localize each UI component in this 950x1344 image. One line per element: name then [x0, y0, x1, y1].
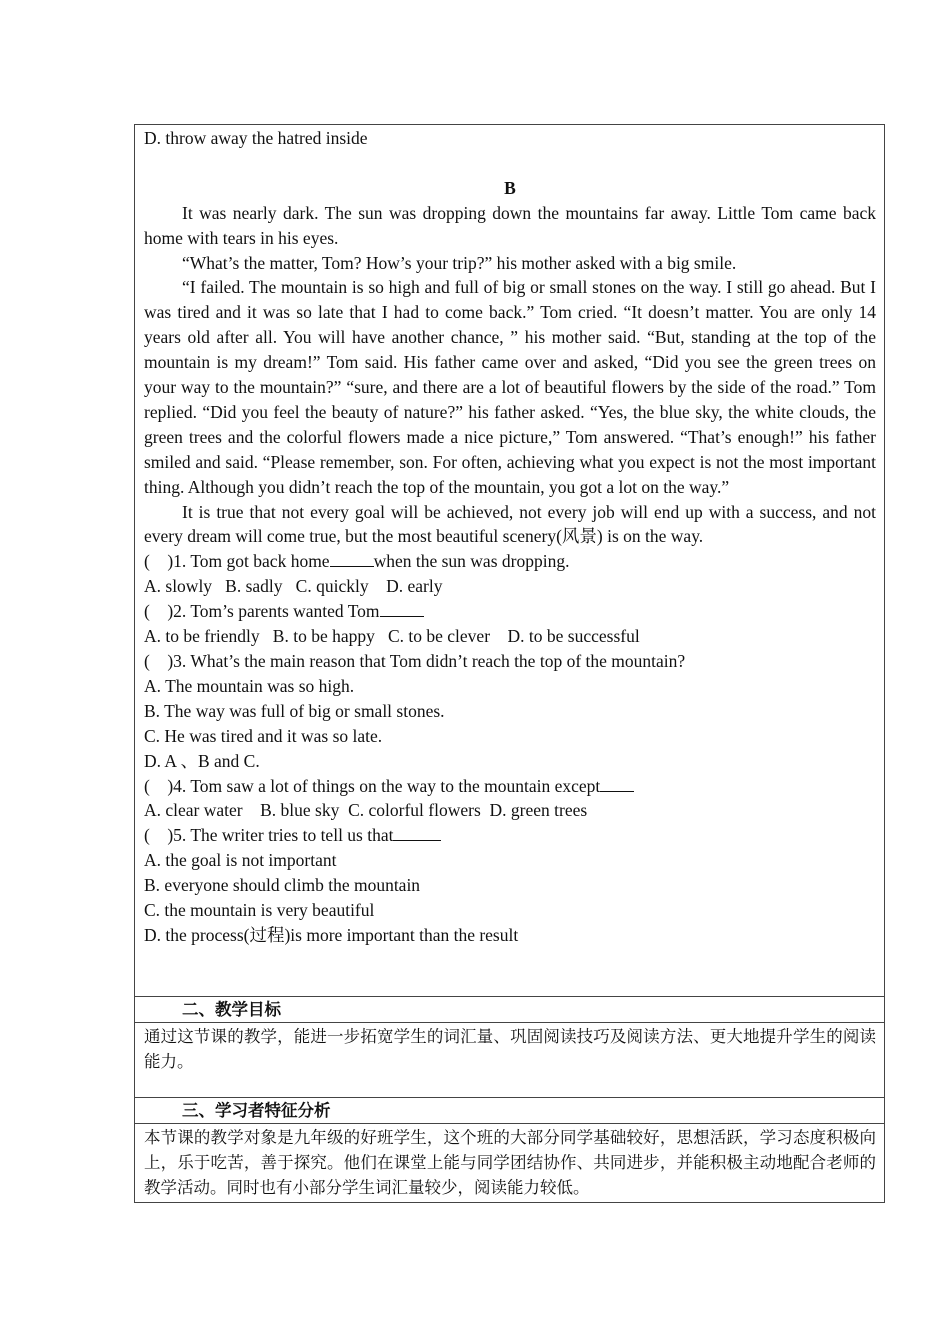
answer-blank	[393, 824, 441, 841]
question-text: ( )4. Tom saw a lot of things on the way to the mountain except	[144, 775, 601, 796]
passage-paragraph: It is true that not every goal will be achieved, not every job will end up with a success, and not every dream will come true, but the most beautiful scenery(风景) is on the way.	[144, 501, 876, 547]
question-text: ( )3. What’s the main reason that Tom didn’t reach the top of the mountain?	[144, 651, 686, 672]
answer-options: A. clear water B. blue sky C. colorful flowers D. green trees	[144, 800, 588, 821]
spacer	[144, 151, 876, 176]
question-text-after: when the sun was dropping.	[373, 551, 570, 572]
lesson-plan-table	[134, 124, 885, 1203]
answer-options: D. the process(过程)is more important than the result	[144, 924, 519, 945]
question-stem	[144, 649, 876, 674]
passage-paragraph: “What’s the matter, Tom? How’s your trip?” his mother asked with a big smile.	[182, 252, 737, 273]
learner-heading-row	[135, 1097, 884, 1123]
answer-options: B. The way was full of big or small stones.	[144, 700, 445, 721]
answer-options: A. the goal is not important	[144, 850, 337, 871]
question-stem	[144, 823, 876, 848]
section-heading: 二、教学目标	[182, 1000, 281, 1019]
answer-blank	[330, 550, 374, 567]
answer-options: C. He was tired and it was so late.	[144, 725, 383, 746]
answer-options: D. A 、B and C.	[144, 750, 260, 771]
answer-options: A. slowly B. sadly C. quickly D. early	[144, 576, 443, 597]
answer-blank	[600, 775, 634, 792]
answer-options: A. to be friendly B. to be happy C. to be clever D. to be successful	[144, 626, 640, 647]
question-text: ( )1. Tom got back home	[144, 551, 330, 572]
question-text: ( )2. Tom’s parents wanted Tom	[144, 601, 380, 622]
question-stem	[144, 549, 876, 574]
passage-paragraph: It was nearly dark. The sun was dropping down the mountains far away. Little Tom came back home with tears in his eyes.	[144, 202, 876, 248]
answer-blank	[380, 600, 424, 617]
question-stem	[144, 774, 876, 799]
question-list	[144, 549, 876, 948]
top-option: D. throw away the hatred inside	[144, 128, 368, 148]
reading-cell	[135, 125, 884, 996]
answer-options: A. The mountain was so high.	[144, 675, 355, 696]
passage-paragraph: “I failed. The mountain is so high and full of big or small stones on the way. I still go ahead. But I was tired and it was so late that I had to come back.” Tom cried. “It doesn’t matter. You are only 14 years old after all. You will have another chance, ” his mother said. “But, standing at the top of the mountain is my dream!” Tom said. His father came over and asked, “Did you see the green trees on your way to the mountain?” “sure, and there are a lot of beautiful flowers by the side of the road.” Tom replied. “Did you feel the beauty of nature?” his father asked. “Yes, the blue sky, the white clouds, the green trees and the colorful flowers made a nice picture,” Tom answered. “That’s enough!” his father smiled and said. “Please remember, son. For often, achieving what you expect is not the most important thing. Although you didn’t reach the top of the mountain, you got a lot on the way.”	[144, 277, 876, 497]
section-heading: 三、学习者特征分析	[182, 1101, 331, 1120]
question-text: ( )5. The writer tries to tell us that	[144, 825, 394, 846]
learner-body-row	[135, 1123, 884, 1202]
answer-options: B. everyone should climb the mountain	[144, 875, 421, 896]
question-stem	[144, 599, 876, 624]
objectives-body-row	[135, 1022, 884, 1097]
section-body: 通过这节课的教学，能进一步拓宽学生的词汇量、巩固阅读技巧及阅读方法、更大地提升学生的阅读能力。	[144, 1027, 876, 1071]
section-body: 本节课的教学对象是九年级的好班学生，这个班的大部分同学基础较好，思想活跃，学习态度积极向上，乐于吃苦，善于探究。他们在课堂上能与同学团结协作、共同进步，并能积极主动地配合老师的教学活动。同时也有小部分学生词汇量较少，阅读能力较低。	[144, 1128, 876, 1197]
answer-options: C. the mountain is very beautiful	[144, 900, 375, 921]
passage-heading: B	[504, 177, 516, 198]
objectives-heading-row	[135, 996, 884, 1022]
